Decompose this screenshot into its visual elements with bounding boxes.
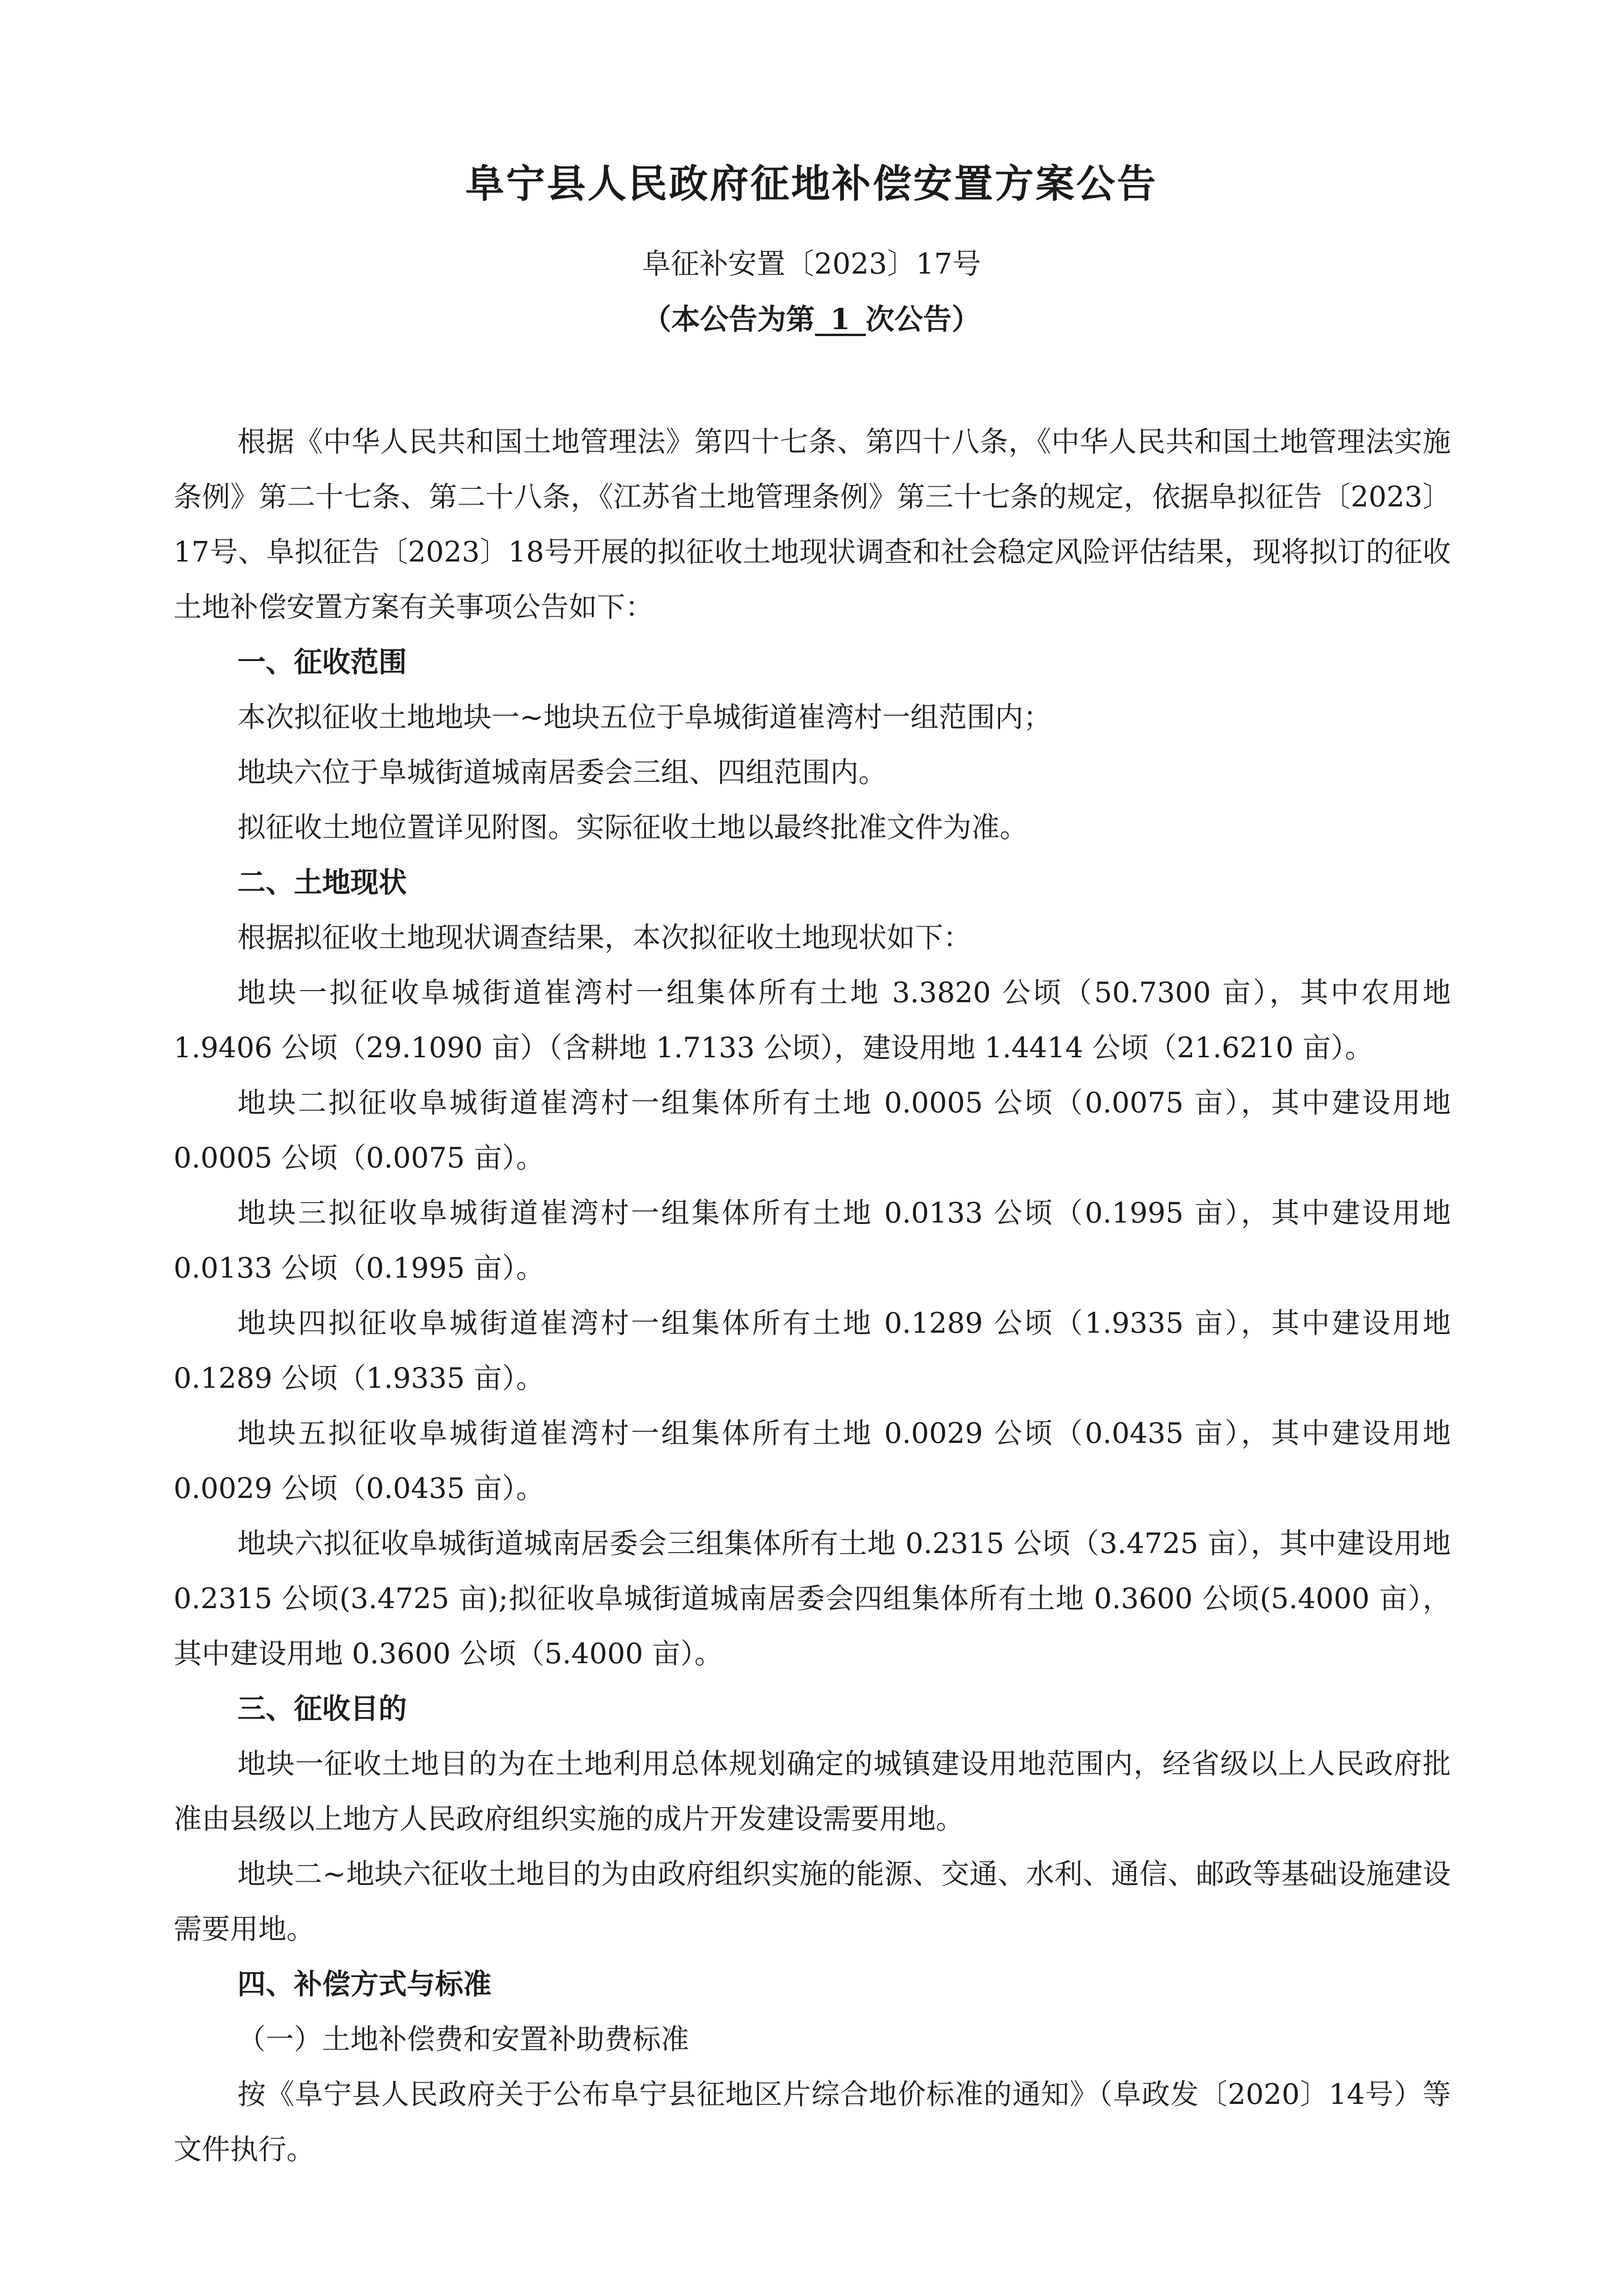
- scope-paragraph: 拟征收土地位置详见附图。实际征收土地以最终批准文件为准。: [237, 811, 1028, 844]
- land-parcel-1: 地块一拟征收阜城街道崔湾村一组集体所有土地 3.3820 公顷（50.7300 亩），其中农用地 1.9406 公顷（29.1090 亩）（含耕地 1.7133 公顷），建设用地 1.4414 公顷（21.6210 亩）。: [174, 976, 1451, 1064]
- notice-round-suffix: 次公告）: [865, 302, 981, 336]
- notice-round: [0, 296, 1623, 337]
- section-heading-scope: 一、征收范围: [237, 646, 407, 679]
- document-title: 阜宁县人民政府征地补偿安置方案公告: [465, 161, 1158, 206]
- intro-paragraph: 根据《中华人民共和国土地管理法》第四十七条、第四十八条，《中华人民共和国土地管理法实施条例》第二十七条、第二十八条，《江苏省土地管理条例》第三十七条的规定，依据阜拟征告〔2023〕17号、阜拟征告〔2023〕18号开展的拟征收土地现状调查和社会稳定风险评估结果，现将拟订的征收土地补偿安置方案有关事项公告如下：: [174, 425, 1451, 624]
- purpose-paragraph: 地块一征收土地目的为在土地利用总体规划确定的城镇建设用地范围内，经省级以上人民政府批准由县级以上地方人民政府组织实施的成片开发建设需要用地。: [174, 1747, 1451, 1835]
- land-status-paragraph: 根据拟征收土地现状调查结果，本次拟征收土地现状如下：: [237, 921, 972, 954]
- purpose-paragraph: 地块二~地块六征收土地目的为由政府组织实施的能源、交通、水利、通信、邮政等基础设施建设需要用地。: [174, 1858, 1451, 1946]
- notice-round-number: 1: [815, 305, 866, 336]
- section-heading-purpose: 三、征收目的: [237, 1692, 407, 1725]
- land-parcel-6: 地块六拟征收阜城街道城南居委会三组集体所有土地 0.2315 公顷（3.4725 亩），其中建设用地 0.2315 公顷(3.4725 亩);拟征收阜城街道城南居委会四组集体所有土地 0.3600 公顷(5.4000 亩），其中建设用地 0.3600 公顷（5.4000 亩）。: [174, 1527, 1451, 1670]
- scope-paragraph: 地块六位于阜城街道城南居委会三组、四组范围内。: [237, 756, 887, 789]
- notice-round-prefix: （本公告为第: [642, 302, 815, 336]
- compensation-paragraph: 按《阜宁县人民政府关于公布阜宁县征地区片综合地价标准的通知》（阜政发〔2020〕14号）等文件执行。: [174, 2078, 1451, 2166]
- section-heading-land-status: 二、土地现状: [237, 866, 407, 899]
- document-number: 阜征补安置〔2023〕17号: [642, 247, 981, 281]
- document-body: [174, 414, 1451, 2177]
- land-parcel-5: 地块五拟征收阜城街道崔湾村一组集体所有土地 0.0029 公顷（0.0435 亩），其中建设用地 0.0029 公顷（0.0435 亩）。: [174, 1417, 1451, 1505]
- scope-paragraph: 本次拟征收土地地块一~地块五位于阜城街道崔湾村一组范围内；: [237, 701, 1052, 734]
- section-heading-compensation: 四、补偿方式与标准: [237, 1968, 492, 2001]
- land-parcel-2: 地块二拟征收阜城街道崔湾村一组集体所有土地 0.0005 公顷（0.0075 亩），其中建设用地 0.0005 公顷（0.0075 亩）。: [174, 1086, 1451, 1174]
- land-parcel-3: 地块三拟征收阜城街道崔湾村一组集体所有土地 0.0133 公顷（0.1995 亩），其中建设用地 0.0133 公顷（0.1995 亩）。: [174, 1197, 1451, 1285]
- compensation-subheading: （一）土地补偿费和安置补助费标准: [237, 2023, 690, 2056]
- land-parcel-4: 地块四拟征收阜城街道崔湾村一组集体所有土地 0.1289 公顷（1.9335 亩），其中建设用地 0.1289 公顷（1.9335 亩）。: [174, 1307, 1451, 1395]
